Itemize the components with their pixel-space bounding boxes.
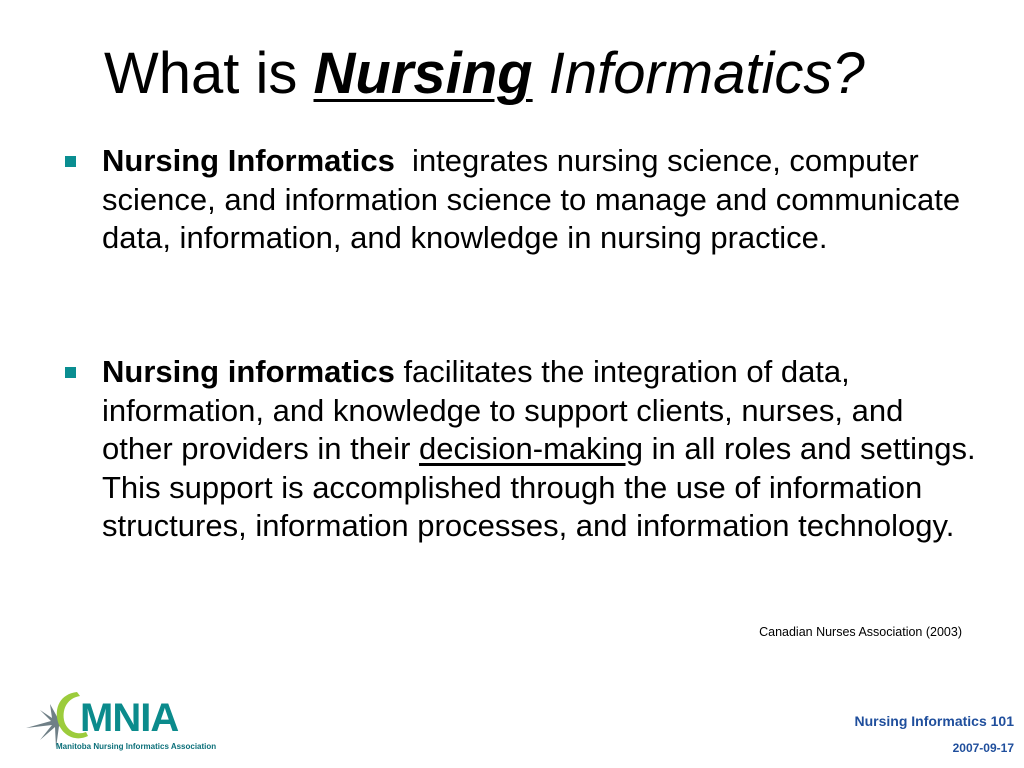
- bullet-2-underlined: decision-making: [419, 431, 644, 466]
- logo-name: MNIA: [80, 696, 179, 740]
- logo-subtitle: Manitoba Nursing Informatics Association: [56, 742, 217, 751]
- bullet-1-term: Nursing Informatics: [102, 143, 395, 178]
- title-emphasis: Nursing: [313, 41, 533, 106]
- bullet-2-text-before: facilitates the integration of data, information, and knowledge to support clients, nurses, and other providers in their: [102, 354, 904, 466]
- footer-course: Nursing Informatics 101: [854, 713, 1014, 729]
- bullet-square-icon: [65, 156, 76, 167]
- bullet-2-text-after: in all roles and settings. This support is accomplished through the use of information structures, information processes, and information technology.: [102, 431, 976, 543]
- mnia-logo: [22, 688, 217, 754]
- slide-title: [104, 38, 865, 110]
- title-suffix: Informatics?: [532, 41, 865, 106]
- bullet-paragraph-1: [102, 142, 982, 258]
- bullet-1-text: integrates nursing science, computer science, and information science to manage and communicate data, information, and knowledge in nursing practice.: [102, 143, 969, 255]
- footer-date: 2007-09-17: [952, 741, 1014, 755]
- title-prefix: What is: [104, 41, 314, 106]
- bullet-paragraph-2: [102, 353, 982, 546]
- bullet-2-term: Nursing informatics: [102, 354, 395, 389]
- citation: Canadian Nurses Association (2003): [759, 625, 962, 639]
- bullet-square-icon: [65, 367, 76, 378]
